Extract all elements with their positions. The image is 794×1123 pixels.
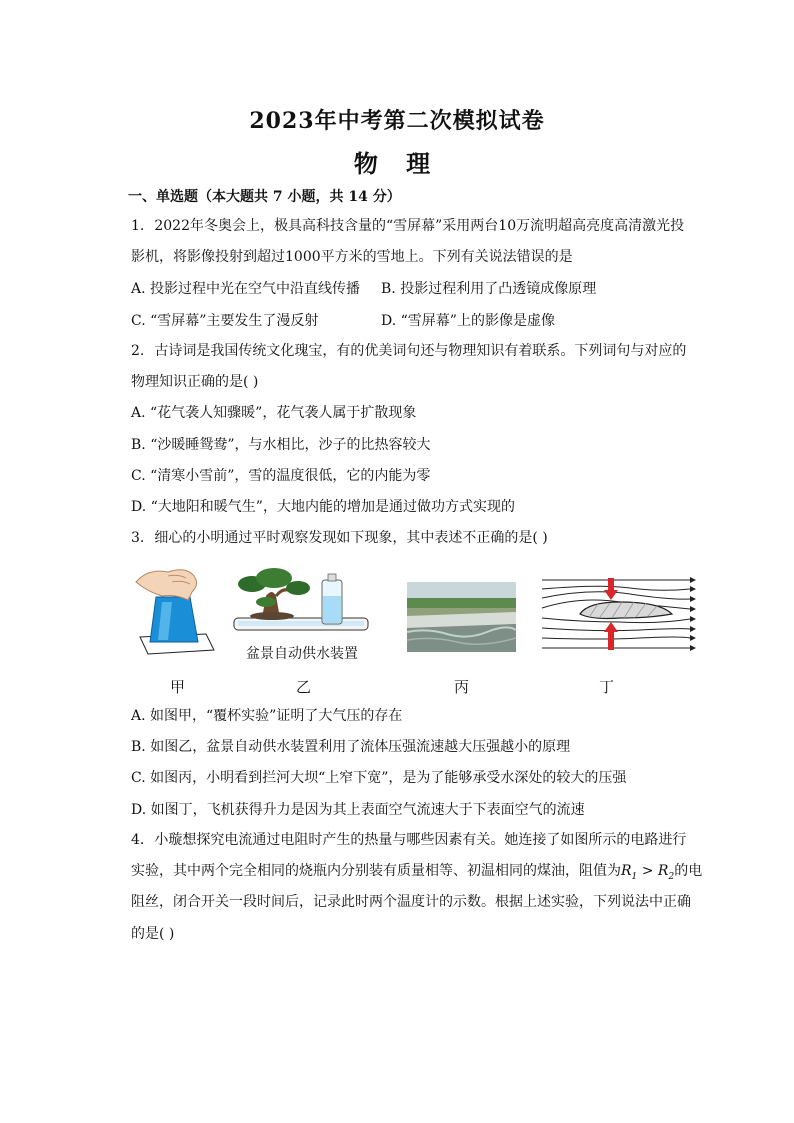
resistance-r1: $R_1$ — [621, 863, 638, 882]
exam-title: 2023年中考第二次模拟试卷 — [249, 108, 545, 134]
question-1-line-1: 1. 2022年冬奥会上，极具高科技含量的“雪屏幕”采用两台10万流明超高亮度高清激光投 — [131, 218, 685, 234]
figure-yi-caption: 盆景自动供水装置 — [246, 646, 358, 662]
question-2-option-d: D. “大地阳和暖气生”，大地内能的增加是通过做功方式实现的 — [131, 499, 515, 515]
question-1-option-d: D. “雪屏幕”上的影像是虚像 — [381, 313, 555, 329]
figure-yi-bonsai-water-supply — [232, 566, 372, 641]
question-3-line-1: 3. 细心的小明通过平时观察发现如下现象，其中表述不正确的是( ) — [131, 530, 548, 546]
question-1-option-a: A. 投影过程中光在空气中沿直线传播 — [131, 281, 361, 297]
question-3-option-d: D. 如图丁，飞机获得升力是因为其上表面空气流速大于下表面空气的流速 — [131, 802, 585, 818]
question-3-option-c: C. 如图丙，小明看到拦河大坝“上窄下宽”，是为了能够承受水深处的较大的压强 — [131, 770, 627, 786]
question-3-option-a: A. 如图甲，“覆杯实验”证明了大气压的存在 — [131, 708, 403, 724]
figure-label-ding: 丁 — [599, 678, 615, 696]
question-1-number: 1. — [131, 218, 145, 234]
question-2-option-c: C. “清寒小雪前”，雪的温度很低，它的内能为零 — [131, 468, 431, 484]
hand — [136, 570, 197, 600]
upward-lift-arrow — [608, 630, 614, 650]
figure-label-bing: 丙 — [454, 678, 470, 696]
question-1-option-b: B. 投影过程利用了凸透镜成像原理 — [381, 281, 597, 297]
exam-subject: 物 理 — [353, 149, 441, 178]
question-4-line-3: 阻丝，闭合开关一段时间后，记录此时两个温度计的示数。根据上述实验，下列说法中正确 — [131, 894, 691, 910]
downward-pressure-arrow — [608, 578, 614, 592]
question-3-option-b: B. 如图乙，盆景自动供水装置利用了流体压强流速越大压强越小的原理 — [131, 739, 571, 755]
question-1-option-c: C. “雪屏幕”主要发生了漫反射 — [131, 313, 319, 329]
resistance-r2: $R_2$ — [657, 863, 675, 882]
figure-jia-cup-experiment — [128, 562, 218, 657]
question-4-line-1: 4. 小璇想探究电流通过电阻时产生的热量与哪些因素有关。她连接了如图所示的电路进行 — [131, 832, 687, 848]
question-3-number: 3. — [131, 530, 145, 546]
question-2-line-1: 2. 古诗词是我国传统文化瑰宝，有的优美词句还与物理知识有着联系。下列词句与对应的 — [131, 343, 687, 359]
question-4-number: 4. — [131, 832, 145, 848]
bonsai-pot — [250, 612, 294, 620]
question-1-line-2: 影机，将影像投射到超过1000平方米的雪地上。下列有关说法错误的是 — [131, 249, 573, 265]
figure-label-yi: 乙 — [296, 678, 312, 696]
inverted-cup — [150, 597, 198, 642]
question-2-option-a: A. “花气袭人知骤暖”，花气袭人属于扩散现象 — [131, 405, 417, 421]
question-4-line-4: 的是( ) — [131, 926, 175, 942]
figure-bing-dam-photo — [407, 582, 516, 652]
figure-label-jia: 甲 — [170, 678, 186, 696]
section-heading: 一、单选题（本大题共 7 小题，共 14 分） — [128, 189, 401, 205]
question-4-line-2: 实验，其中两个完全相同的烧瓶内分别装有质量相等、初温相同的煤油，阻值为$R_1 > R_2$的电 — [131, 863, 703, 882]
question-2-line-2: 物理知识正确的是( ) — [131, 374, 259, 390]
question-2-number: 2. — [131, 343, 145, 359]
figure-ding-airfoil-streamlines — [540, 572, 697, 657]
question-2-option-b: B. “沙暖睡鸳鸯”，与水相比，沙子的比热容较大 — [131, 437, 431, 453]
